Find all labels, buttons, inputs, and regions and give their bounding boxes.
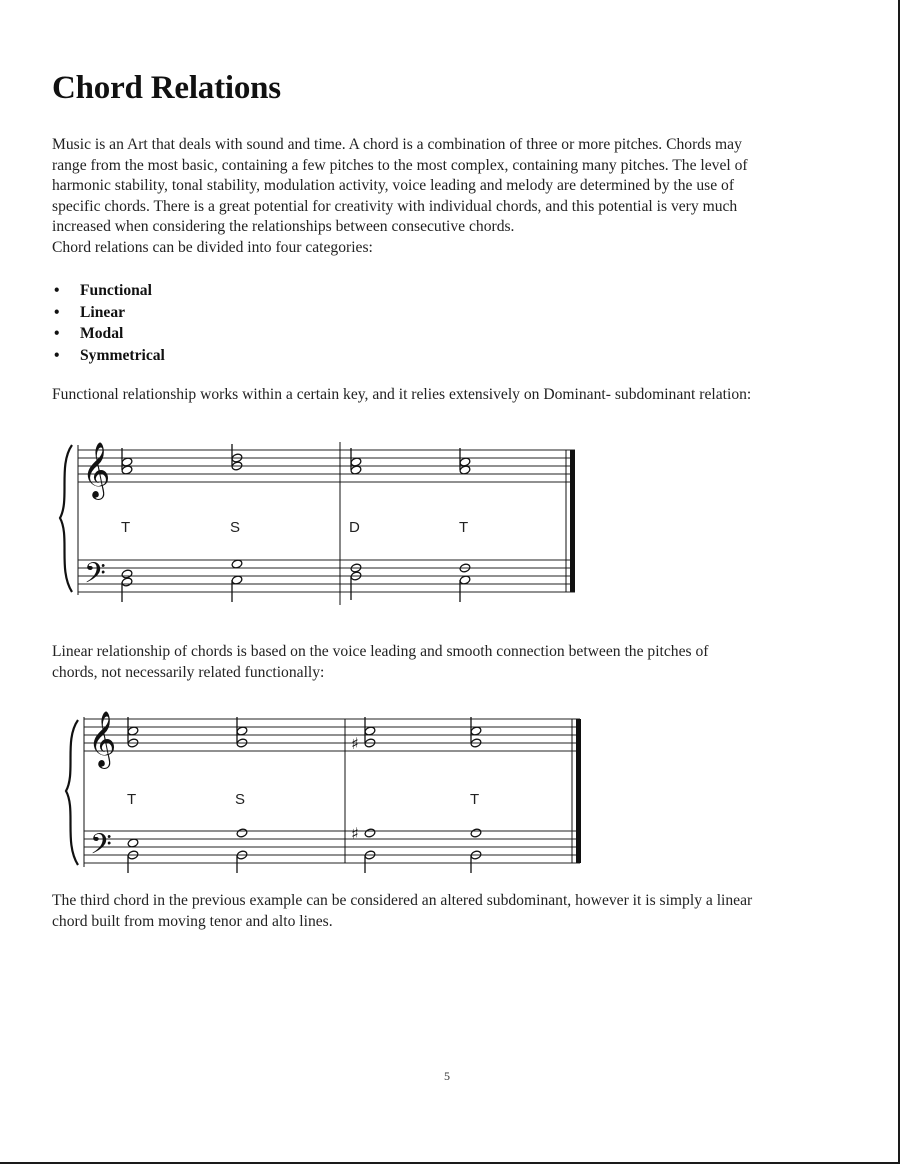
bass-clef-icon: 𝄢 <box>84 557 106 597</box>
intro-line: Chord relations can be divided into four categories: <box>52 238 373 256</box>
linear-line: chords, not necessarily related functionally: <box>52 663 325 681</box>
closing-line: chord built from moving tenor and alto lines. <box>52 912 333 930</box>
linear-line: Linear relationship of chords is based on the voice leading and smooth connection between the pitches of <box>52 643 709 660</box>
treble-clef-icon: 𝄞 <box>82 442 111 498</box>
chord-3 <box>351 717 376 873</box>
score-example-linear <box>0 705 900 875</box>
closing-paragraph <box>52 891 752 932</box>
function-label: S <box>230 519 241 536</box>
closing-line: The third chord in the previous example can be considered an altered subdominant, however it is simply a linear <box>52 892 753 909</box>
function-label: D <box>349 519 360 536</box>
intro-line: Music is an Art that deals with sound and time. A chord is a combination of three or more pitches. Chords may <box>52 136 742 153</box>
list-item: • Symmetrical <box>52 345 165 367</box>
category-list <box>52 280 165 366</box>
page-number: 5 <box>444 1069 450 1083</box>
function-label: T <box>470 791 480 808</box>
grand-staff-brace <box>66 720 78 865</box>
function-label: T <box>127 791 137 808</box>
function-label: T <box>121 519 131 536</box>
grand-staff-brace <box>60 445 72 592</box>
function-label: S <box>235 791 246 808</box>
intro-paragraph <box>52 135 852 258</box>
list-item: • Linear <box>52 302 165 324</box>
sharp-icon: ♯ <box>351 824 359 843</box>
treble-staff <box>84 719 580 751</box>
list-item: • Modal <box>52 323 165 345</box>
final-thick-barline <box>570 450 575 592</box>
linear-paragraph <box>52 642 708 683</box>
sharp-icon: ♯ <box>351 734 359 753</box>
page-title: Chord Relations <box>52 70 281 106</box>
intro-line: increased when considering the relationships between consecutive chords. <box>52 218 515 235</box>
score-example-functional <box>0 430 900 615</box>
list-item: • Functional <box>52 280 165 302</box>
intro-line: harmonic stability, tonal stability, modulation activity, voice leading and melody are determined by the use of <box>52 177 735 194</box>
intro-line: range from the most basic, containing a few pitches to the most complex, containing many pitches. The level of <box>52 156 748 174</box>
treble-clef-icon: 𝄞 <box>88 711 117 767</box>
functional-paragraph: Functional relationship works within a certain key, and it relies extensively on Dominant- subdominant relation: <box>52 386 752 403</box>
bass-staff <box>84 831 580 863</box>
final-thick-barline <box>576 719 581 863</box>
bass-clef-icon: 𝄢 <box>90 828 112 868</box>
intro-line: specific chords. There is a great potential for creativity with individual chords, and this potential is very much <box>52 197 738 215</box>
treble-staff <box>78 450 575 482</box>
bass-staff <box>78 560 575 592</box>
function-label: T <box>459 519 469 536</box>
